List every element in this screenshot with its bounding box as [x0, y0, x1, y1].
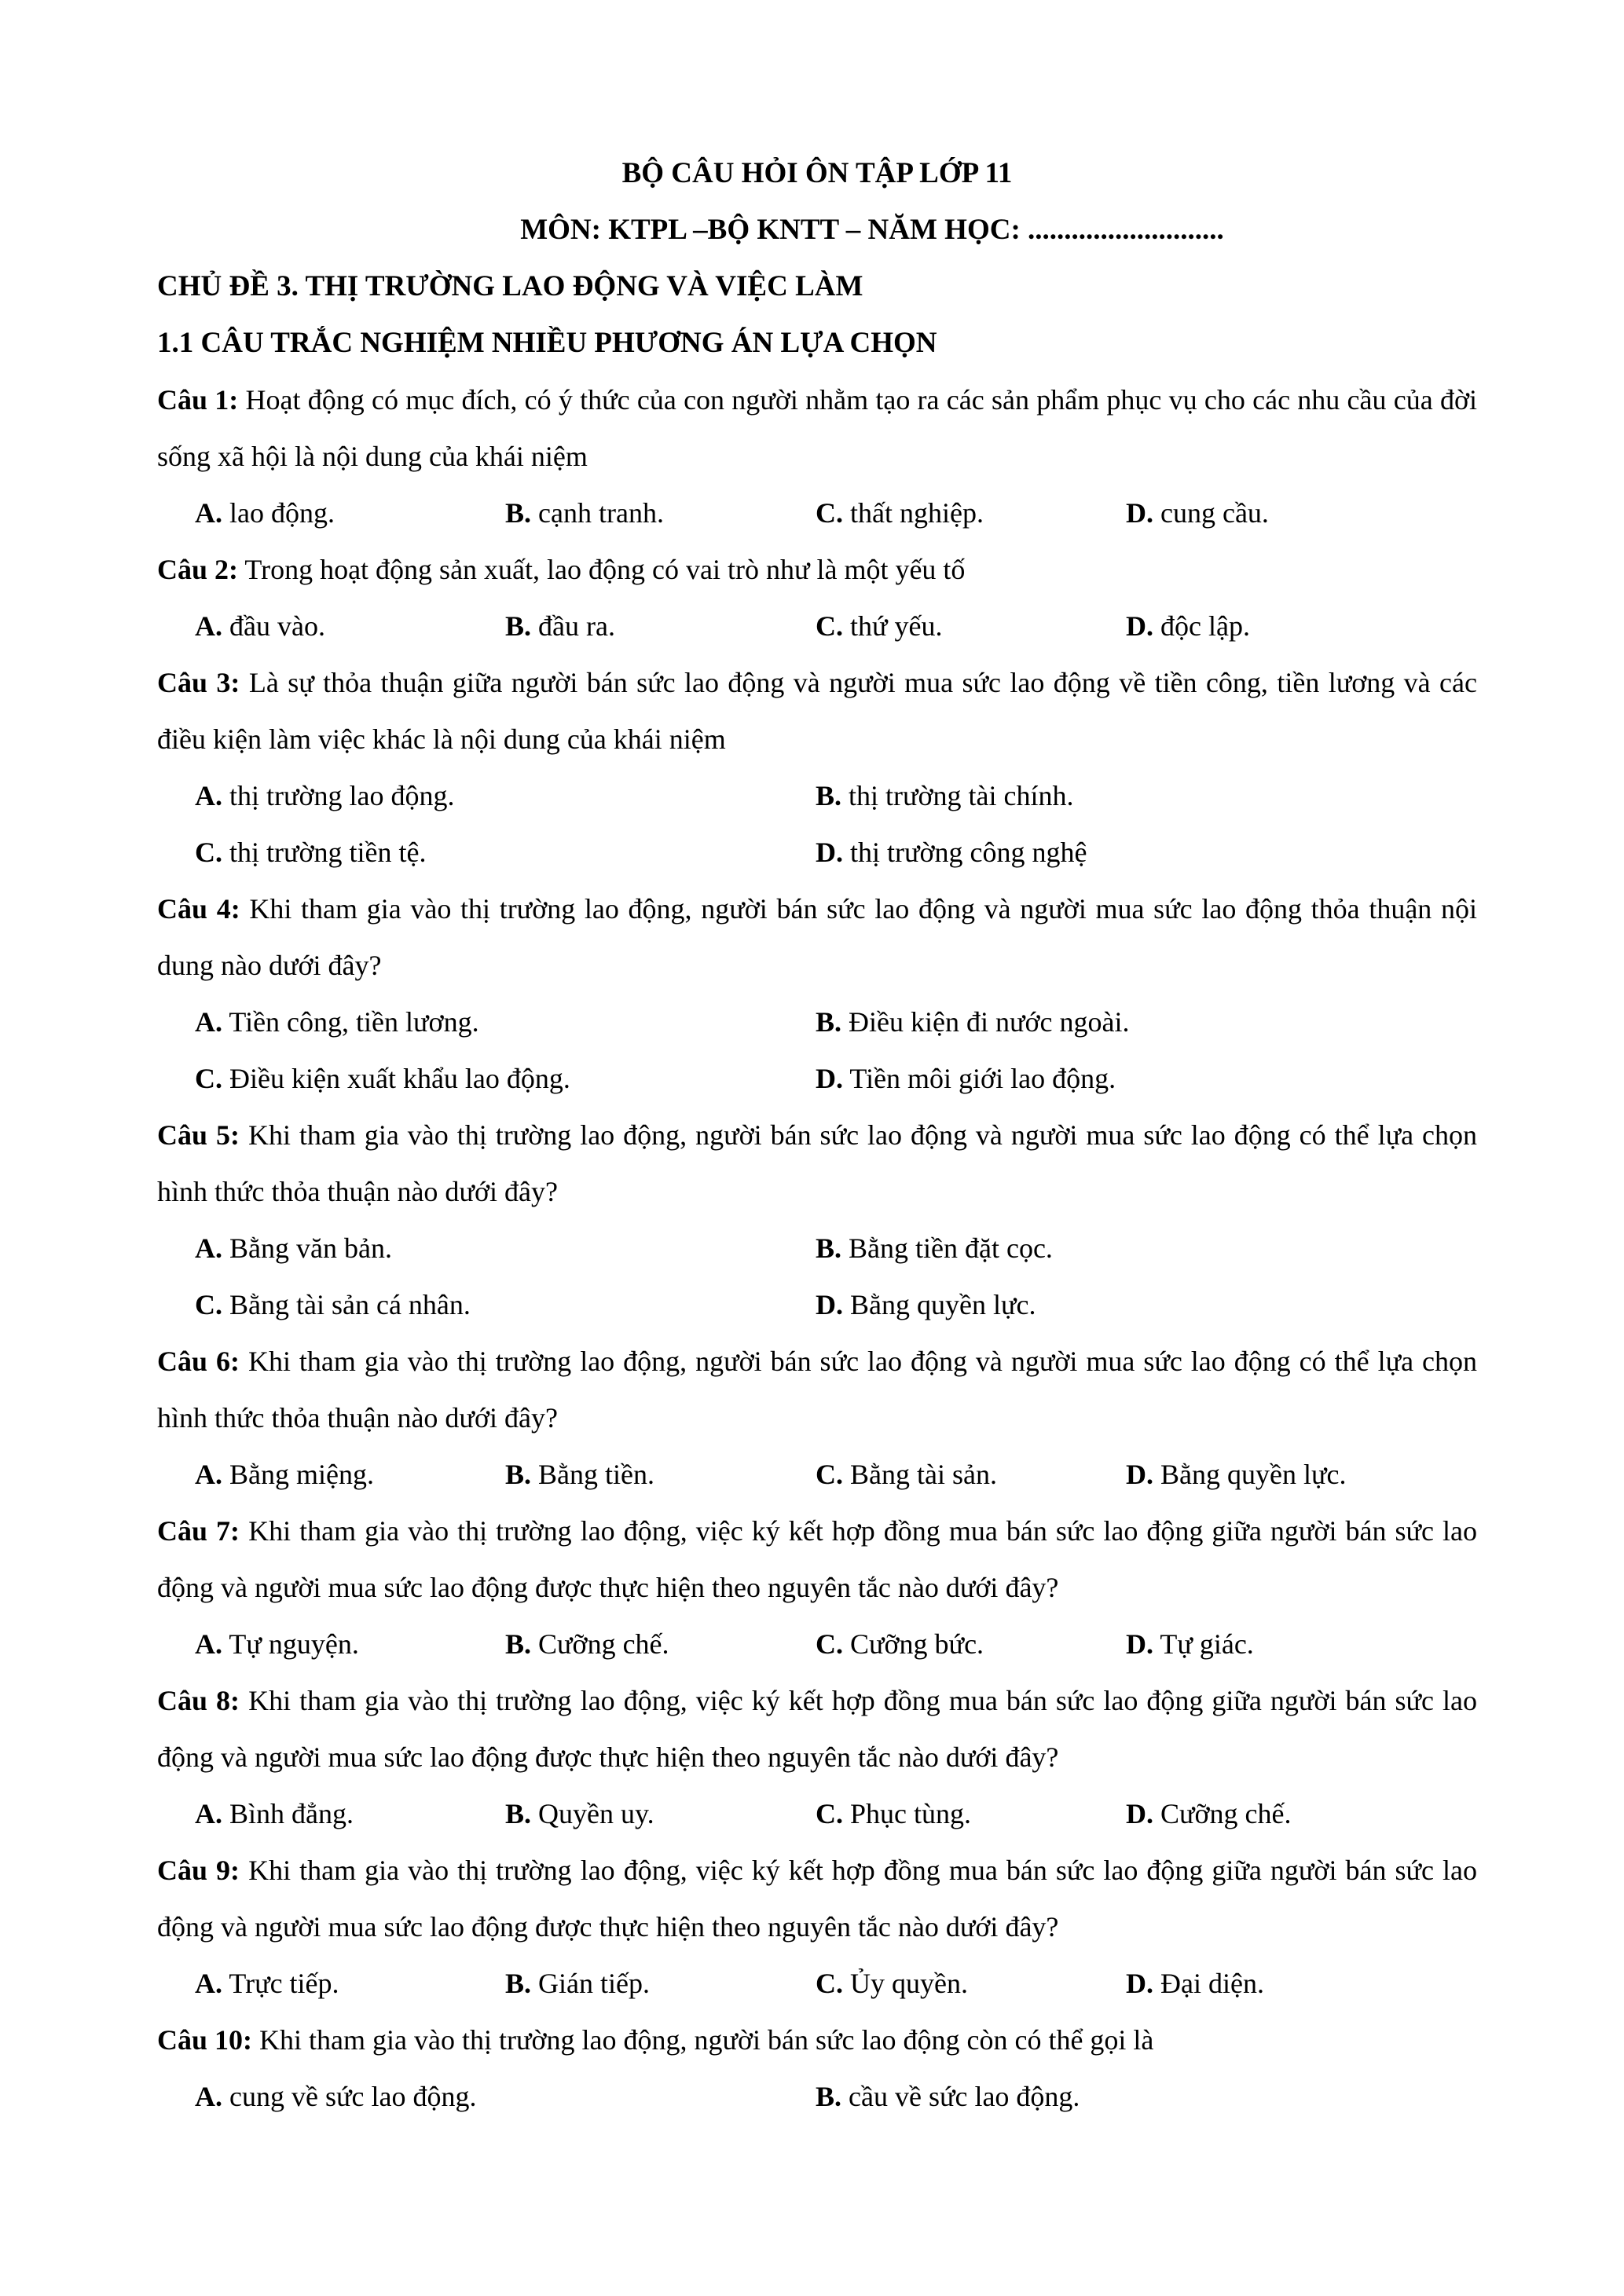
- question-label: Câu 9:: [157, 1855, 240, 1886]
- document-page: [157, 145, 1477, 2125]
- option-d: [1126, 1955, 1436, 2012]
- option-letter: B.: [505, 610, 532, 642]
- option-text: Bằng tài sản.: [843, 1459, 997, 1490]
- question-6: [157, 1333, 1477, 1446]
- option-text: đầu vào.: [222, 610, 325, 642]
- option-letter: D.: [1126, 1798, 1153, 1829]
- option-letter: C.: [195, 837, 222, 868]
- question-8: [157, 1672, 1477, 1785]
- option-letter: B.: [505, 1459, 532, 1490]
- option-text: Điều kiện đi nước ngoài.: [841, 1006, 1130, 1038]
- option-letter: A.: [195, 1968, 222, 1999]
- option-letter: D.: [816, 837, 843, 868]
- option-text: Tiền môi giới lao động.: [843, 1063, 1116, 1094]
- options-6: [157, 1446, 1477, 1503]
- option-c: [195, 824, 816, 881]
- option-c: [816, 1446, 1126, 1503]
- option-b: [505, 598, 816, 654]
- option-letter: B.: [505, 1628, 532, 1660]
- option-letter: B.: [816, 780, 842, 811]
- option-letter: D.: [1126, 497, 1153, 529]
- option-a: [195, 598, 505, 654]
- option-text: Quyền uy.: [531, 1798, 654, 1829]
- option-a: [195, 1785, 505, 1842]
- option-letter: C.: [816, 610, 843, 642]
- question-10: [157, 2012, 1477, 2068]
- question-2: [157, 541, 1477, 598]
- option-d: [1126, 598, 1436, 654]
- option-letter: A.: [195, 610, 222, 642]
- question-label: Câu 5:: [157, 1119, 240, 1151]
- option-c: [816, 485, 1126, 541]
- question-label: Câu 2:: [157, 554, 239, 585]
- option-letter: D.: [1126, 610, 1153, 642]
- question-text: Khi tham gia vào thị trường lao động, người bán sức lao động còn có thể gọi là: [252, 2024, 1154, 2056]
- option-text: Bình đẳng.: [222, 1798, 354, 1829]
- option-c: [816, 598, 1126, 654]
- options-4: [157, 994, 1477, 1107]
- option-letter: A.: [195, 1628, 222, 1660]
- option-text: Bằng tiền đặt cọc.: [841, 1232, 1053, 1264]
- option-letter: C.: [816, 1798, 843, 1829]
- question-4: [157, 881, 1477, 994]
- option-b: [505, 1446, 816, 1503]
- options-2: [157, 598, 1477, 654]
- option-text: thị trường tiền tệ.: [222, 837, 427, 868]
- document-subtitle: MÔN: KTPL –BỘ KNTT – NĂM HỌC: ...........................: [520, 214, 1224, 246]
- option-letter: B.: [816, 1232, 842, 1264]
- option-text: Bằng tài sản cá nhân.: [222, 1289, 471, 1320]
- option-a: [195, 2068, 816, 2125]
- option-letter: C.: [816, 1968, 843, 1999]
- option-letter: A.: [195, 2081, 222, 2112]
- option-letter: A.: [195, 497, 222, 529]
- option-letter: B.: [816, 1006, 842, 1038]
- option-c: [195, 1050, 816, 1107]
- question-text: Hoạt động có mục đích, có ý thức của con người nhằm tạo ra các sản phẩm phục vụ cho các nhu cầu của đời sống xã hội là nội dung của khái niệm: [157, 384, 1477, 472]
- option-text: Trực tiếp.: [222, 1968, 339, 1999]
- question-label: Câu 4:: [157, 893, 240, 925]
- option-text: Bằng miệng.: [222, 1459, 374, 1490]
- question-3: [157, 654, 1477, 767]
- option-d: [1126, 1785, 1436, 1842]
- option-d: [816, 1276, 1436, 1333]
- question-text: Khi tham gia vào thị trường lao động, người bán sức lao động và người mua sức lao động có thể lựa chọn hình thức thỏa thuận nào dưới đây?: [157, 1346, 1477, 1434]
- option-letter: D.: [1126, 1628, 1153, 1660]
- option-text: Gián tiếp.: [531, 1968, 650, 1999]
- option-b: [505, 1785, 816, 1842]
- option-letter: B.: [505, 1968, 532, 1999]
- option-a: [195, 485, 505, 541]
- option-text: Cưỡng chế.: [531, 1628, 669, 1660]
- option-letter: A.: [195, 780, 222, 811]
- option-text: Cưỡng chế.: [1153, 1798, 1292, 1829]
- option-text: thị trường tài chính.: [841, 780, 1074, 811]
- option-c: [816, 1955, 1126, 2012]
- question-text: Khi tham gia vào thị trường lao động, việc ký kết hợp đồng mua bán sức lao động giữa người bán sức lao động và người mua sức lao động được thực hiện theo nguyên tắc nào dưới đây?: [157, 1855, 1477, 1943]
- option-text: Đại diện.: [1153, 1968, 1264, 1999]
- option-a: [195, 1446, 505, 1503]
- option-letter: C.: [816, 1459, 843, 1490]
- option-a: [195, 1220, 816, 1276]
- document-title: BỘ CÂU HỎI ÔN TẬP LỚP 11: [621, 157, 1013, 189]
- option-text: Bằng quyền lực.: [1153, 1459, 1347, 1490]
- option-letter: B.: [505, 497, 532, 529]
- option-a: [195, 994, 816, 1050]
- question-text: Khi tham gia vào thị trường lao động, người bán sức lao động và người mua sức lao động có thể lựa chọn hình thức thỏa thuận nào dưới đây?: [157, 1119, 1477, 1207]
- option-text: cạnh tranh.: [531, 497, 664, 529]
- option-text: Cưỡng bức.: [843, 1628, 984, 1660]
- option-letter: D.: [816, 1289, 843, 1320]
- question-9: [157, 1842, 1477, 1955]
- option-text: Ủy quyền.: [843, 1968, 968, 1999]
- question-label: Câu 10:: [157, 2024, 253, 2056]
- option-text: Điều kiện xuất khẩu lao động.: [222, 1063, 570, 1094]
- option-letter: A.: [195, 1006, 222, 1038]
- option-d: [1126, 485, 1436, 541]
- option-text: Tự nguyện.: [222, 1628, 359, 1660]
- option-b: [816, 1220, 1436, 1276]
- options-1: [157, 485, 1477, 541]
- topic-heading: CHỦ ĐỀ 3. THỊ TRƯỜNG LAO ĐỘNG VÀ VIỆC LÀM: [157, 270, 863, 302]
- question-text: Là sự thỏa thuận giữa người bán sức lao động và người mua sức lao động về tiền công, tiền lương và các điều kiện làm việc khác là nội dung của khái niệm: [157, 667, 1477, 755]
- option-text: Tự giác.: [1153, 1628, 1254, 1660]
- option-text: thị trường lao động.: [222, 780, 455, 811]
- option-c: [816, 1616, 1126, 1672]
- option-letter: A.: [195, 1798, 222, 1829]
- option-letter: B.: [505, 1798, 532, 1829]
- option-c: [195, 1276, 816, 1333]
- option-d: [1126, 1616, 1436, 1672]
- option-b: [816, 767, 1436, 824]
- option-text: cầu về sức lao động.: [841, 2081, 1080, 2112]
- option-d: [1126, 1446, 1436, 1503]
- options-3: [157, 767, 1477, 881]
- option-b: [816, 994, 1436, 1050]
- option-text: Bằng quyền lực.: [843, 1289, 1036, 1320]
- options-9: [157, 1955, 1477, 2012]
- option-text: thất nghiệp.: [843, 497, 984, 529]
- options-7: [157, 1616, 1477, 1672]
- option-letter: C.: [816, 497, 843, 529]
- question-label: Câu 7:: [157, 1515, 240, 1547]
- question-text: Khi tham gia vào thị trường lao động, việc ký kết hợp đồng mua bán sức lao động giữa người bán sức lao động và người mua sức lao động được thực hiện theo nguyên tắc nào dưới đây?: [157, 1685, 1477, 1773]
- option-letter: D.: [1126, 1459, 1153, 1490]
- option-letter: A.: [195, 1459, 222, 1490]
- option-letter: C.: [195, 1289, 222, 1320]
- question-text: Khi tham gia vào thị trường lao động, việc ký kết hợp đồng mua bán sức lao động giữa người bán sức lao động và người mua sức lao động được thực hiện theo nguyên tắc nào dưới đây?: [157, 1515, 1477, 1603]
- option-b: [505, 1616, 816, 1672]
- question-7: [157, 1503, 1477, 1616]
- option-a: [195, 767, 816, 824]
- option-text: Tiền công, tiền lương.: [222, 1006, 479, 1038]
- option-text: cung cầu.: [1153, 497, 1269, 529]
- option-a: [195, 1955, 505, 2012]
- option-text: Bằng văn bản.: [222, 1232, 392, 1264]
- option-text: độc lập.: [1153, 610, 1250, 642]
- option-text: lao động.: [222, 497, 335, 529]
- question-text: Trong hoạt động sản xuất, lao động có vai trò như là một yếu tố: [238, 554, 966, 585]
- option-b: [816, 2068, 1436, 2125]
- option-letter: D.: [816, 1063, 843, 1094]
- option-letter: A.: [195, 1232, 222, 1264]
- option-text: Phục tùng.: [843, 1798, 972, 1829]
- option-text: thứ yếu.: [843, 610, 943, 642]
- option-text: cung về sức lao động.: [222, 2081, 477, 2112]
- question-text: Khi tham gia vào thị trường lao động, người bán sức lao động và người mua sức lao động thỏa thuận nội dung nào dưới đây?: [157, 893, 1477, 981]
- option-text: thị trường công nghệ: [843, 837, 1087, 868]
- option-text: đầu ra.: [531, 610, 615, 642]
- question-label: Câu 1:: [157, 384, 239, 416]
- option-d: [816, 824, 1436, 881]
- question-1: [157, 372, 1477, 485]
- option-text: Bằng tiền.: [531, 1459, 654, 1490]
- options-8: [157, 1785, 1477, 1842]
- question-label: Câu 6:: [157, 1346, 240, 1377]
- option-d: [816, 1050, 1436, 1107]
- option-letter: C.: [195, 1063, 222, 1094]
- option-letter: C.: [816, 1628, 843, 1660]
- question-5: [157, 1107, 1477, 1220]
- option-b: [505, 485, 816, 541]
- option-letter: B.: [816, 2081, 842, 2112]
- options-10: [157, 2068, 1477, 2125]
- option-letter: D.: [1126, 1968, 1153, 1999]
- option-a: [195, 1616, 505, 1672]
- question-label: Câu 8:: [157, 1685, 240, 1716]
- option-c: [816, 1785, 1126, 1842]
- option-b: [505, 1955, 816, 2012]
- options-5: [157, 1220, 1477, 1333]
- section-heading: 1.1 CÂU TRẮC NGHIỆM NHIỀU PHƯƠNG ÁN LỰA CHỌN: [157, 327, 937, 359]
- question-label: Câu 3:: [157, 667, 240, 698]
